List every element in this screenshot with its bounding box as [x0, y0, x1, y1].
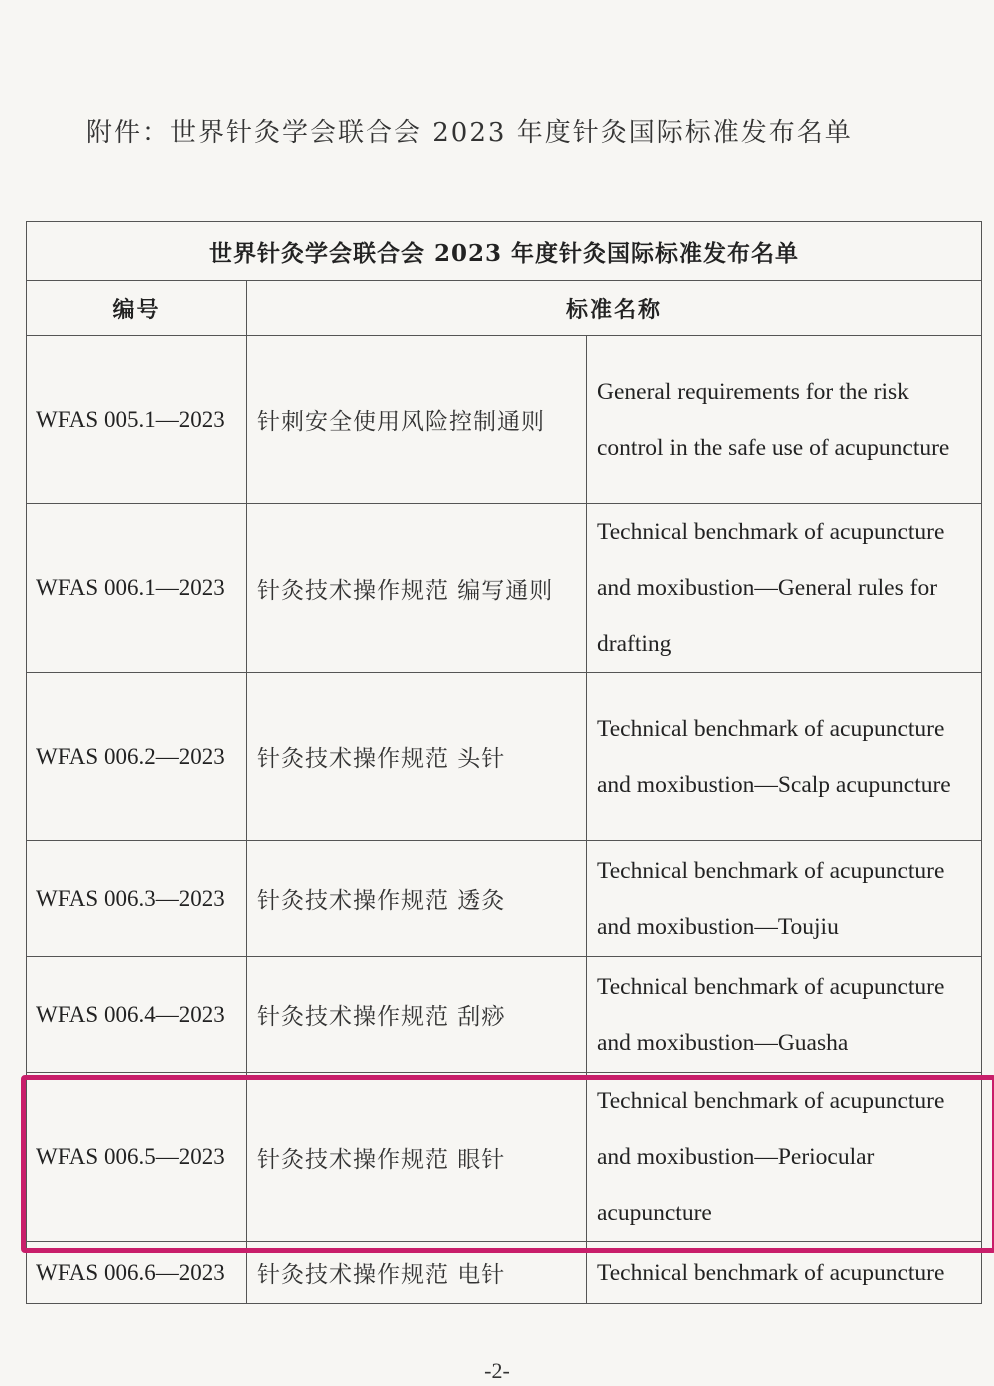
standard-code: WFAS 006.2—2023: [27, 673, 247, 841]
header-code: 编号: [27, 281, 247, 336]
page-number: -2-: [484, 1358, 510, 1383]
standard-name-cn: 针灸技术操作规范 透灸: [247, 841, 587, 957]
standard-name-en: Technical benchmark of acupuncture and moxibustion—Scalp acupuncture: [587, 673, 982, 841]
table-row: [27, 673, 982, 841]
standard-code: WFAS 006.4—2023: [27, 957, 247, 1073]
standard-name-cn: 针灸技术操作规范 头针: [247, 673, 587, 841]
table-row-highlighted: [27, 1073, 982, 1242]
standard-name-en: Technical benchmark of acupuncture: [587, 1242, 982, 1304]
attachment-title: 附件：世界针灸学会联合会 2023 年度针灸国际标准发布名单: [86, 118, 853, 148]
standard-code: WFAS 006.3—2023: [27, 841, 247, 957]
table-row: [27, 504, 982, 673]
standard-name-cn: 针灸技术操作规范 编写通则: [247, 504, 587, 673]
standard-name-cn: 针灸技术操作规范 刮痧: [247, 957, 587, 1073]
standard-code: WFAS 005.1—2023: [27, 336, 247, 504]
standard-name-cn: 针灸技术操作规范 眼针: [247, 1073, 587, 1242]
standard-code: WFAS 006.5—2023: [27, 1073, 247, 1242]
table-caption-row: [27, 222, 982, 281]
standard-code: WFAS 006.1—2023: [27, 504, 247, 673]
table-row: [27, 841, 982, 957]
standard-name-en: Technical benchmark of acupuncture and moxibustion—Periocular acupuncture: [587, 1073, 982, 1242]
table-row: [27, 1242, 982, 1304]
standard-name-en: Technical benchmark of acupuncture and moxibustion—Guasha: [587, 957, 982, 1073]
standard-name-en: General requirements for the risk control in the safe use of acupuncture: [587, 336, 982, 504]
standard-name-en: Technical benchmark of acupuncture and moxibustion—General rules for drafting: [587, 504, 982, 673]
table-row: [27, 957, 982, 1073]
standard-name-en: Technical benchmark of acupuncture and moxibustion—Toujiu: [587, 841, 982, 957]
standard-name-cn: 针刺安全使用风险控制通则: [247, 336, 587, 504]
table-row: [27, 336, 982, 504]
header-name: 标准名称: [247, 281, 982, 336]
table-caption: 世界针灸学会联合会 2023 年度针灸国际标准发布名单: [27, 222, 982, 281]
table-header-row: [27, 281, 982, 336]
standards-table: [26, 221, 982, 1304]
standard-name-cn: 针灸技术操作规范 电针: [247, 1242, 587, 1304]
standard-code: WFAS 006.6—2023: [27, 1242, 247, 1304]
